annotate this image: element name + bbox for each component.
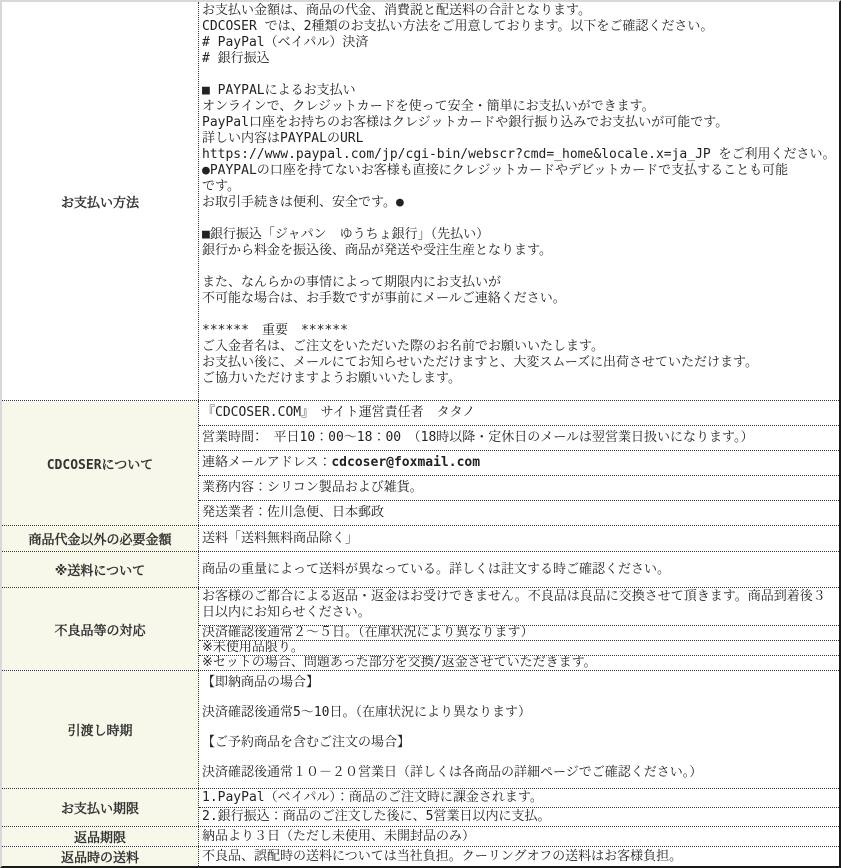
blank-line [202,720,836,735]
text-line: # 銀行振込 [202,51,270,66]
text-line: 決済確認後通常１０－２０営業日（詳しくは各商品の詳細ページでご確認ください。） [202,765,703,780]
text-line: 商品の重量によって送料が異なっている。詳しくは註文する時ご確認ください。 [202,561,671,577]
section-header-defective-items [2,588,199,670]
section-label: 商品代金以外の必要金額 [28,533,172,548]
defective-set-policy-cell [199,655,839,670]
blank-line [202,211,836,227]
shipping-carrier-cell [199,500,839,525]
blank-line [202,307,836,323]
text-line: # PayPal（ベイパル）決済 [202,35,369,50]
text-line: 不良品、誤配時の送料については当社負担。クーリングオフの送料はお客様負担。 [202,848,683,864]
section-return-deadline [2,826,839,846]
shipping-fee-cell [199,552,839,587]
text-line: 不可能な場合は、お手数ですが事前にメールご連絡ください。 [202,291,566,306]
text-line: 詳しい内容はPAYPALのURL [202,131,364,146]
return-deadline-cell [199,827,839,846]
blank-line [202,67,836,83]
section-payment-method [2,2,839,400]
contact-email: cdcoser@foxmail.com [331,455,481,470]
section-header-about-cdcoser [2,401,199,525]
section-header-payment-deadline [2,789,199,826]
text-line: ご入金者名は、ご注文をいただいた際のお名前でお願いいたします。 [202,339,604,354]
text-line: お取引手続きは便利、安全です。● [202,195,404,210]
text-line: 業務内容：シリコン製品および雑貨。 [202,480,423,495]
text-line: また、なんらかの事情によって期限内にお支払いが [202,275,502,290]
text-line: ●PAYPALの口座を持てないお客様も直接にクレジットカードやデビットカードで支払することも可能 [202,163,789,178]
text-line: ■銀行振込「ジャパン ゆうちょ銀行」（先払い） [202,227,490,242]
text-line: お支払い金額は、商品の代金、消費説と配送料の合計となります。 [202,3,591,18]
section-about-cdcoser [2,400,839,525]
section-label: 引渡し時期 [67,724,133,739]
section-label: ※送料について [54,564,146,579]
contact-email-line [202,455,836,471]
text-line: オンラインで、クレジットカードを使って安全・簡単にお支払いができます。 [202,99,655,114]
defective-unused-only-cell [199,640,839,655]
section-extra-fees [2,525,839,551]
text-line: PayPal口座をお持ちのお客様はクレジットカードや銀行振り込みでお支払いが可能です。 [202,115,729,130]
section-label: 返品時の送料 [60,851,139,866]
text-line: 【即納商品の場合】 [202,675,320,690]
text-line: です。 [202,179,240,194]
section-header-return-deadline [2,827,199,846]
section-return-shipping-cost [2,846,839,866]
text-line: 発送業者：佐川急便、日本郵政 [202,505,385,520]
text-line: 納品より３日（ただし未使用、未開封品のみ） [202,828,476,844]
contact-email-label: 連絡メールアドレス： [202,455,332,470]
text-line: 【ご予約商品を含むご注文の場合】 [202,735,411,750]
section-delivery-time [2,670,839,788]
text-line: ****** 重要 ****** [202,323,348,338]
blank-line [202,750,836,765]
text-line: 『CDCOSER.COM』 サイト運営責任者 タタノ [202,405,476,420]
text-line: お客様のご都合による返品・返金はお受けできません。不良品は良品に交換させて頂きます。商品到着後３日以内にお知らせください。 [202,589,826,620]
text-line: 送料「送料無料商品除く」 [202,530,359,546]
text-line: 決済確認後通常5～10日。（在庫状況により異なります） [202,705,531,720]
defective-policy-cell [199,588,839,625]
text-line: 1.PayPal（ベイパル）：商品のご注文時に課金されます。 [202,790,543,805]
section-label: お支払い方法 [60,195,139,211]
payment-method-text-cell [199,2,839,400]
business-hours-cell [199,425,839,450]
section-payment-deadline [2,788,839,826]
text-line: 決済確認後通常２～５日。（在庫状況により異なります） [202,625,534,640]
text-line: ■ PAYPALによるお支払い [202,83,356,98]
contact-email-cell [199,450,839,475]
delivery-time-cell [199,671,839,788]
section-shipping-fee [2,551,839,587]
paypal-url-line: https://www.paypal.com/jp/cgi-bin/webscr?cmd=_home&locale.x=ja_JP をご利用ください。 [202,147,836,162]
text-line: ※セットの場合、問題あった部分を交換/返金させていただきます。 [202,655,597,670]
text-line: ※未使用品限り。 [202,640,304,655]
section-header-return-shipping-cost [2,847,199,866]
site-operator-cell [199,401,839,425]
section-label: 返品期限 [73,831,126,846]
defective-exchange-time-cell [199,625,839,640]
blank-line [202,259,836,275]
section-header-delivery-time [2,671,199,788]
text-line: 銀行から料金を振込後、商品が発送や受注生産となります。 [202,243,552,258]
section-label: お支払い期限 [60,802,139,817]
extra-fees-cell [199,526,839,551]
section-header-shipping-fee [2,552,199,587]
business-description-cell [199,475,839,500]
section-defective-items [2,587,839,670]
section-label: 不良品等の対応 [54,623,146,639]
text-line: 営業時間： 平日10：00～18：00 （18時以降・定休日のメールは翌営業日扱いになります。） [202,430,754,445]
text-line: ご協力いただけますようお願いいたします。 [202,371,461,386]
section-header-payment-method [2,2,199,400]
section-header-extra-fees [2,526,199,551]
payment-deadline-paypal-cell [199,789,839,807]
return-shipping-cost-cell [199,847,839,866]
text-line: 2.銀行振込：商品のご注文した後に、5営業日以内に支払。 [202,809,551,824]
payment-deadline-bank-cell [199,807,839,826]
section-label: CDCOSERについて [46,457,154,473]
blank-line [202,690,836,705]
text-line: お支払い後に、メールにてお知らせいただけますと、大変スムーズに出荷させていただけます。 [202,355,759,370]
text-line: CDCOSER では、2種類のお支払い方法をご用意しております。以下をご確認ください。 [202,19,714,34]
